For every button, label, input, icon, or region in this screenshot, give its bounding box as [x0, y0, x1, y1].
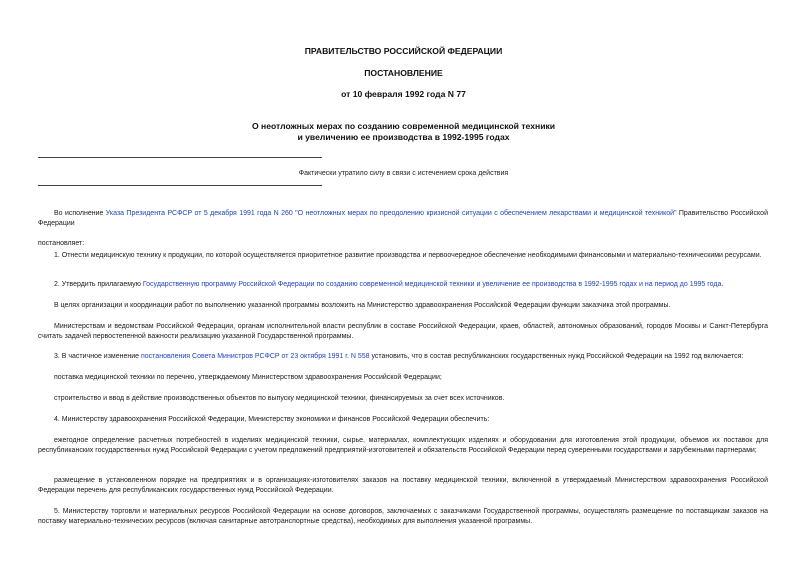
paragraph-supply: поставка медицинской техники по перечню, утверждаемому Министерством здравоохранения Российской Федерации;	[54, 374, 442, 381]
paragraph-ministries: Министерствам и ведомствам Российской Федерации, органам исполнительной власти республик в составе Российской Федерации, краев, областей, автономных образований, городов Москвы и Санкт-Петербурга считать задачей первостепенной важности реализацию указанной Государственной программы.	[38, 323, 768, 340]
status-note: Фактически утратило силу в связи с истечением срока действия	[298, 170, 509, 177]
top-divider	[38, 157, 322, 158]
paragraph-1: 1. Отнести медицинскую технику к продукции, по которой осуществляется приоритетное развитие производства и первоочередное обеспечение необходимыми финансовыми и материально-техническими ресурсами.	[54, 252, 762, 259]
document-date-number: от 10 февраля 1992 года N 77	[341, 89, 466, 99]
council-resolution-link[interactable]: постановления Совета Министров РСФСР от 23 октября 1991 г. N 558	[141, 353, 370, 360]
paragraph-5: 5. Министерству торговли и материальных ресурсов Российской Федерации на основе договоров, заключаемых с заказчиками Государственной программы, осуществлять размещение по поставщикам заказов на поставку материально-технических ресурсов (включая санитарные автотранспортные средства), необходимых для выполнения указанной программы.	[38, 508, 768, 525]
paragraph-2: 2. Утвердить прилагаемую Государственную программу Российской Федерации по созданию современной медицинской техники и увеличение ее производства в 1992-1995 годах и на период до 1995 года.	[54, 281, 724, 288]
government-heading: ПРАВИТЕЛЬСТВО РОССИЙСКОЙ ФЕДЕРАЦИИ	[304, 46, 503, 56]
paragraph-construction: строительство и ввод в действие производственных объектов по выпуску медицинской техники, финансируемых за счет всех источников.	[54, 395, 505, 402]
preamble-paragraph: Во исполнение Указа Президента РСФСР от 5 декабря 1991 года N 260 "О неотложных мерах по преодолению кризисной ситуации с обеспечением лекарствами и медицинской техникой" Правительство Российской Федерации	[38, 210, 768, 227]
paragraph-3: 3. В частичное изменение постановления Совета Министров РСФСР от 23 октября 1991 г. N 558 установить, что в состав республиканских государственных нужд Российской Федерации на 1992 год включается:	[54, 353, 744, 360]
paragraph-4: 4. Министерству здравоохранения Российской Федерации, Министерству экономики и финансов Российской Федерации обеспечить:	[54, 416, 490, 423]
document-title-line-2: и увеличению ее производства в 1992-1995 годах	[297, 132, 510, 142]
decree-link[interactable]: Указа Президента РСФСР от 5 декабря 1991 года N 260 "О неотложных мерах по преодолению кризисной ситуации с обеспечением лекарствами и медицинской техникой"	[105, 210, 677, 217]
resolves-paragraph: постановляет:	[38, 240, 85, 247]
document-type: ПОСТАНОВЛЕНИЕ	[364, 68, 443, 78]
paragraph-needs: ежегодное определение расчетных потребностей в изделиях медицинской техники, сырье, материалах, комплектующих изделиях и оборудовании для изготовления этой продукции, объемов их поставок для республиканских государственных нужд Российской Федерации с учетом предложений предприятий-изготовителей и обязательств Российской Федерации перед суверенными государствами и зарубежными партнерами;	[38, 437, 768, 454]
program-link[interactable]: Государственную программу Российской Федерации по созданию современной медицинской техники и увеличение ее производства в 1992-1995 годах и на период до 1995 года	[142, 281, 722, 288]
bottom-divider	[38, 185, 322, 186]
paragraph-coordination: В целях организации и координации работ по выполнению указанной программы возложить на Министерство здравоохранения Российской Федерации функции заказчика этой программы.	[54, 302, 671, 309]
document-title-line-1: О неотложных мерах по созданию современной медицинской техники	[251, 121, 556, 131]
paragraph-orders: размещение в установленном порядке на предприятиях и в организациях-изготовителях заказов на поставку медицинской техники, включенной в утверждаемый Министерством здравоохранения Российской Федерации перечень для республиканских государственных нужд Российской Федерации.	[38, 477, 768, 494]
